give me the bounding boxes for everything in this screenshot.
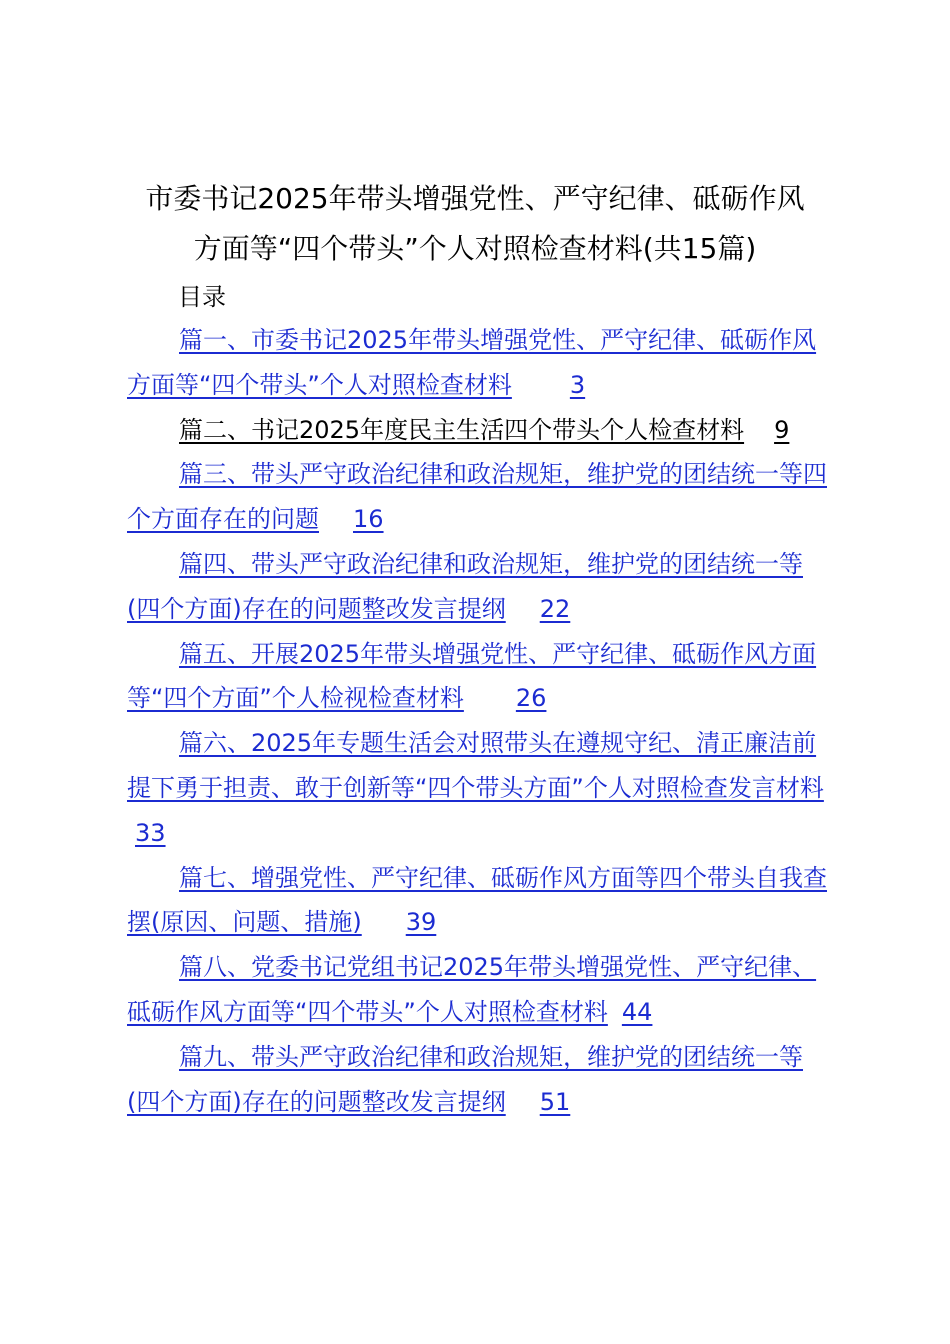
toc-heading: 目录 [178, 283, 226, 311]
toc-entry-page: 33 [135, 818, 166, 847]
toc-entry-6[interactable] [127, 721, 827, 855]
document-title-line-2: 方面等“四个带头”个人对照检查材料(共15篇) [193, 232, 757, 265]
toc-entry-3[interactable] [127, 452, 827, 542]
toc-entry-page: 44 [621, 997, 653, 1026]
toc-entry-text: 篇六、2025年专题生活会对照带头在遵规守纪、清正廉洁前提下勇于担责、敢于创新等“四个带头方面”个人对照检查发言材料 [127, 729, 824, 802]
toc-entry-8[interactable] [127, 945, 827, 1035]
toc-entry-page: 22 [539, 594, 571, 623]
toc-entry-2 [127, 408, 827, 453]
toc-entry-text: 篇五、开展2025年带头增强党性、严守纪律、砥砺作风方面等“四个方面”个人检视检查材料 [127, 639, 817, 713]
toc-entry-text: 篇二、书记2025年度民主生活四个带头个人检查材料 [179, 415, 745, 444]
toc-entry-page: 51 [539, 1087, 571, 1116]
toc-entry-page: 3 [569, 370, 586, 399]
table-of-contents [127, 318, 827, 1124]
toc-entry-4[interactable] [127, 542, 827, 632]
toc-entry-9[interactable] [127, 1035, 827, 1125]
toc-entry-page: 26 [515, 684, 547, 713]
toc-entry-text: 篇九、带头严守政治纪律和政治规矩，维护党的团结统一等(四个方面)存在的问题整改发言提纲 [127, 1042, 803, 1116]
toc-entry-7[interactable] [127, 856, 827, 946]
toc-entry-5[interactable] [127, 632, 827, 722]
toc-entry-text: 篇一、市委书记2025年带头增强党性、严守纪律、砥砺作风方面等“四个带头”个人对照检查材料 [127, 326, 817, 399]
toc-entry-text: 篇七、增强党性、严守纪律、砥砺作风方面等四个带头自我查摆(原因、问题、措施) [127, 863, 827, 937]
toc-entry-page: 39 [405, 908, 437, 937]
toc-entry-page: 9 [774, 415, 790, 444]
toc-entry-1[interactable] [127, 318, 827, 408]
toc-entry-text: 篇四、带头严守政治纪律和政治规矩，维护党的团结统一等(四个方面)存在的问题整改发言提纲 [127, 549, 803, 623]
document-title-line-1: 市委书记2025年带头增强党性、严守纪律、砥砺作风 [145, 182, 805, 215]
toc-entry-page: 16 [353, 505, 384, 534]
toc-entry-text: 篇三、带头严守政治纪律和政治规矩，维护党的团结统一等四个方面存在的问题 [127, 460, 827, 534]
toc-entry-text: 篇八、党委书记党组书记2025年带头增强党性、严守纪律、砥砺作风方面等“四个带头”个人对照检查材料 [127, 953, 817, 1026]
